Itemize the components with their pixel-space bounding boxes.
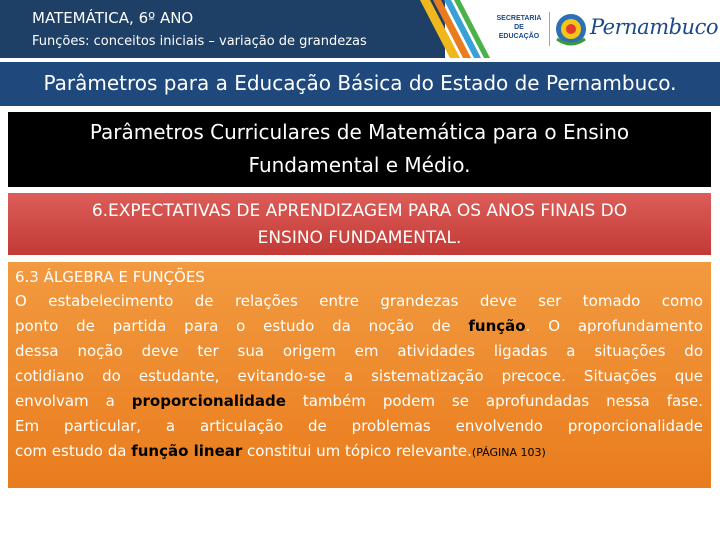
- subject-title: MATEMÁTICA, 6º ANO: [32, 9, 194, 27]
- paragraph-text: constitui um tópico relevante.: [242, 442, 472, 460]
- curriculum-banner-line-1: Parâmetros Curriculares de Matemática para o Ensino: [89, 120, 630, 144]
- curriculum-banner-line-2: Fundamental e Médio.: [248, 153, 471, 177]
- emphasis-funcao: função: [468, 317, 526, 335]
- lesson-subtitle: Funções: conceitos iniciais – variação de grandezas: [32, 34, 367, 49]
- paragraph-line: [15, 442, 703, 460]
- paragraph-line: [15, 392, 703, 410]
- expectations-banner-line-1: 6.EXPECTATIVAS DE APRENDIZAGEM PARA OS ANOS FINAIS DO: [91, 201, 628, 221]
- paragraph-line: cotidiano do estudante, evitando-se a sistematização precoce. Situações que: [15, 367, 703, 385]
- emphasis-proporcionalidade: proporcionalidade: [131, 392, 286, 410]
- paragraph-text: também podem se aprofundadas nessa fase.: [285, 392, 703, 410]
- secretaria-logo: SECRETARIA DE EDUCAÇÃO: [496, 15, 542, 40]
- decorative-stripes: [400, 0, 490, 58]
- page-reference: (PÁGINA 103): [471, 446, 546, 459]
- slide-header: [0, 0, 720, 58]
- paragraph-text: ponto de partida para o estudo da noção de: [15, 317, 469, 335]
- section-heading: 6.3 ÁLGEBRA E FUNÇÕES: [15, 268, 205, 286]
- pernambuco-logo: Pernambuco: [590, 15, 718, 39]
- expectations-banner-line-2: ENSINO FUNDAMENTAL.: [257, 228, 462, 248]
- paragraph-text: envolvam a: [15, 392, 132, 410]
- paragraph-text: com estudo da: [15, 442, 132, 460]
- paragraph-line: O estabelecimento de relações entre grandezas deve ser tomado como: [15, 292, 703, 310]
- paragraph-line: Em particular, a articulação de problemas envolvendo proporcionalidade: [15, 417, 703, 435]
- state-seal-icon: [553, 9, 589, 49]
- emphasis-funcao-linear: função linear: [131, 442, 243, 460]
- logo-divider: [549, 12, 550, 46]
- paragraph-line: [15, 317, 703, 335]
- parameters-banner-text: Parâmetros para a Educação Básica do Estado de Pernambuco.: [43, 71, 677, 95]
- paragraph-text: . O aprofundamento: [525, 317, 703, 335]
- paragraph-line: dessa noção deve ter sua origem em atividades ligadas a situações do: [15, 342, 703, 360]
